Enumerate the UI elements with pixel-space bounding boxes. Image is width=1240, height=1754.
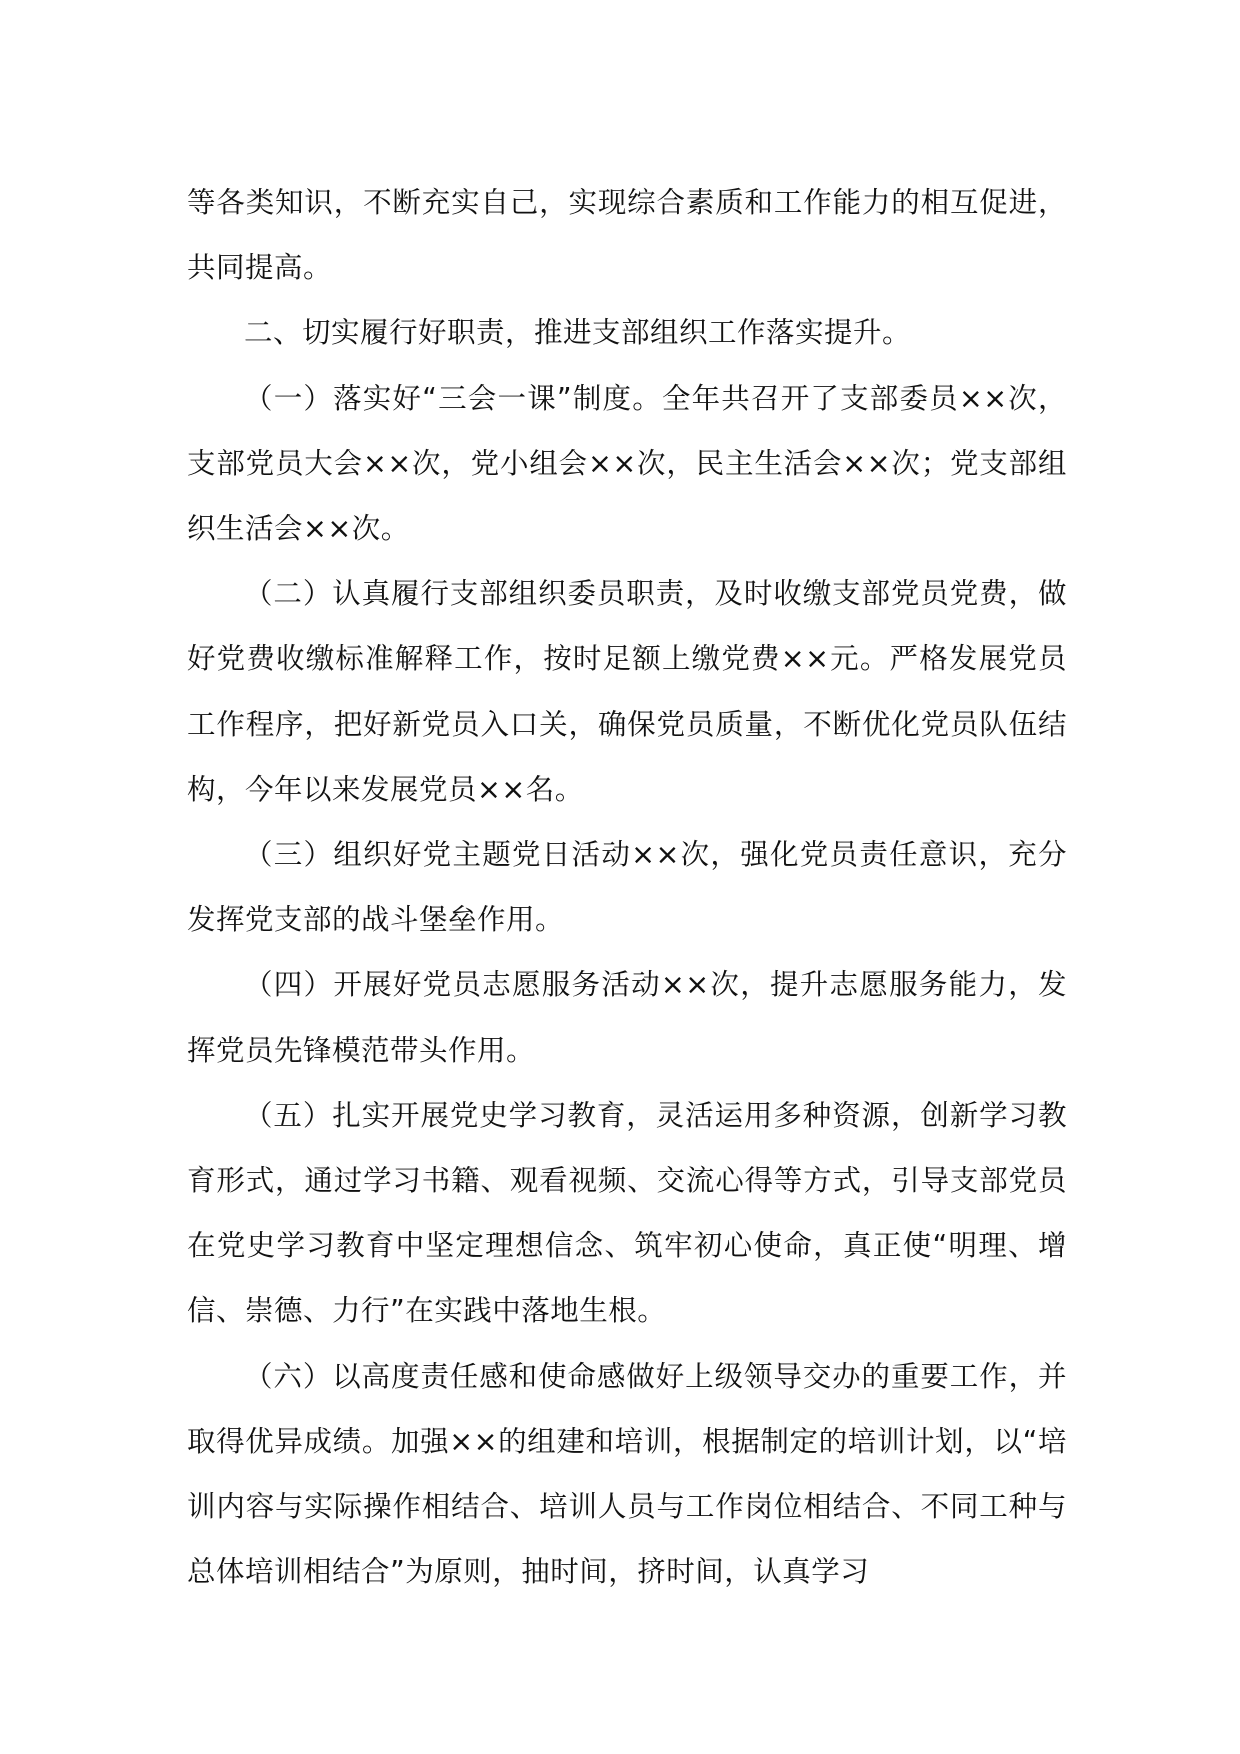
paragraph-item-1: （一）落实好“三会一课”制度。全年共召开了支部委员××次，支部党员大会××次，党小组会××次，民主生活会××次；党支部组织生活会××次。 xyxy=(187,381,1067,546)
document-body xyxy=(187,170,1067,1604)
paragraph-1: 等各类知识，不断充实自己，实现综合素质和工作能力的相互促进，共同提高。 xyxy=(187,186,1067,285)
paragraph-item-3: （三）组织好党主题党日活动××次，强化党员责任意识，充分发挥党支部的战斗堡垒作用。 xyxy=(187,838,1067,937)
paragraph-item-6: （六）以高度责任感和使命感做好上级领导交办的重要工作，并取得优异成绩。加强××的组建和培训，根据制定的培训计划，以“培训内容与实际操作相结合、培训人员与工作岗位相结合、不同工种与总体培训相结合”为原则，抽时间，挤时间，认真学习 xyxy=(187,1359,1067,1589)
section-heading-2: 二、切实履行好职责，推进支部组织工作落实提升。 xyxy=(244,316,912,350)
paragraph-item-4: （四）开展好党员志愿服务活动××次，提升志愿服务能力，发挥党员先锋模范带头作用。 xyxy=(187,968,1067,1067)
paragraph-item-5: （五）扎实开展党史学习教育，灵活运用多种资源，创新学习教育形式，通过学习书籍、观看视频、交流心得等方式，引导支部党员在党史学习教育中坚定理想信念、筑牢初心使命，真正使“明理、增信、崇德、力行”在实践中落地生根。 xyxy=(187,1098,1067,1328)
paragraph-item-2: （二）认真履行支部组织委员职责，及时收缴支部党员党费，做好党费收缴标准解释工作，按时足额上缴党费××元。严格发展党员工作程序，把好新党员入口关，确保党员质量，不断优化党员队伍结构，今年以来发展党员××名。 xyxy=(187,577,1067,806)
